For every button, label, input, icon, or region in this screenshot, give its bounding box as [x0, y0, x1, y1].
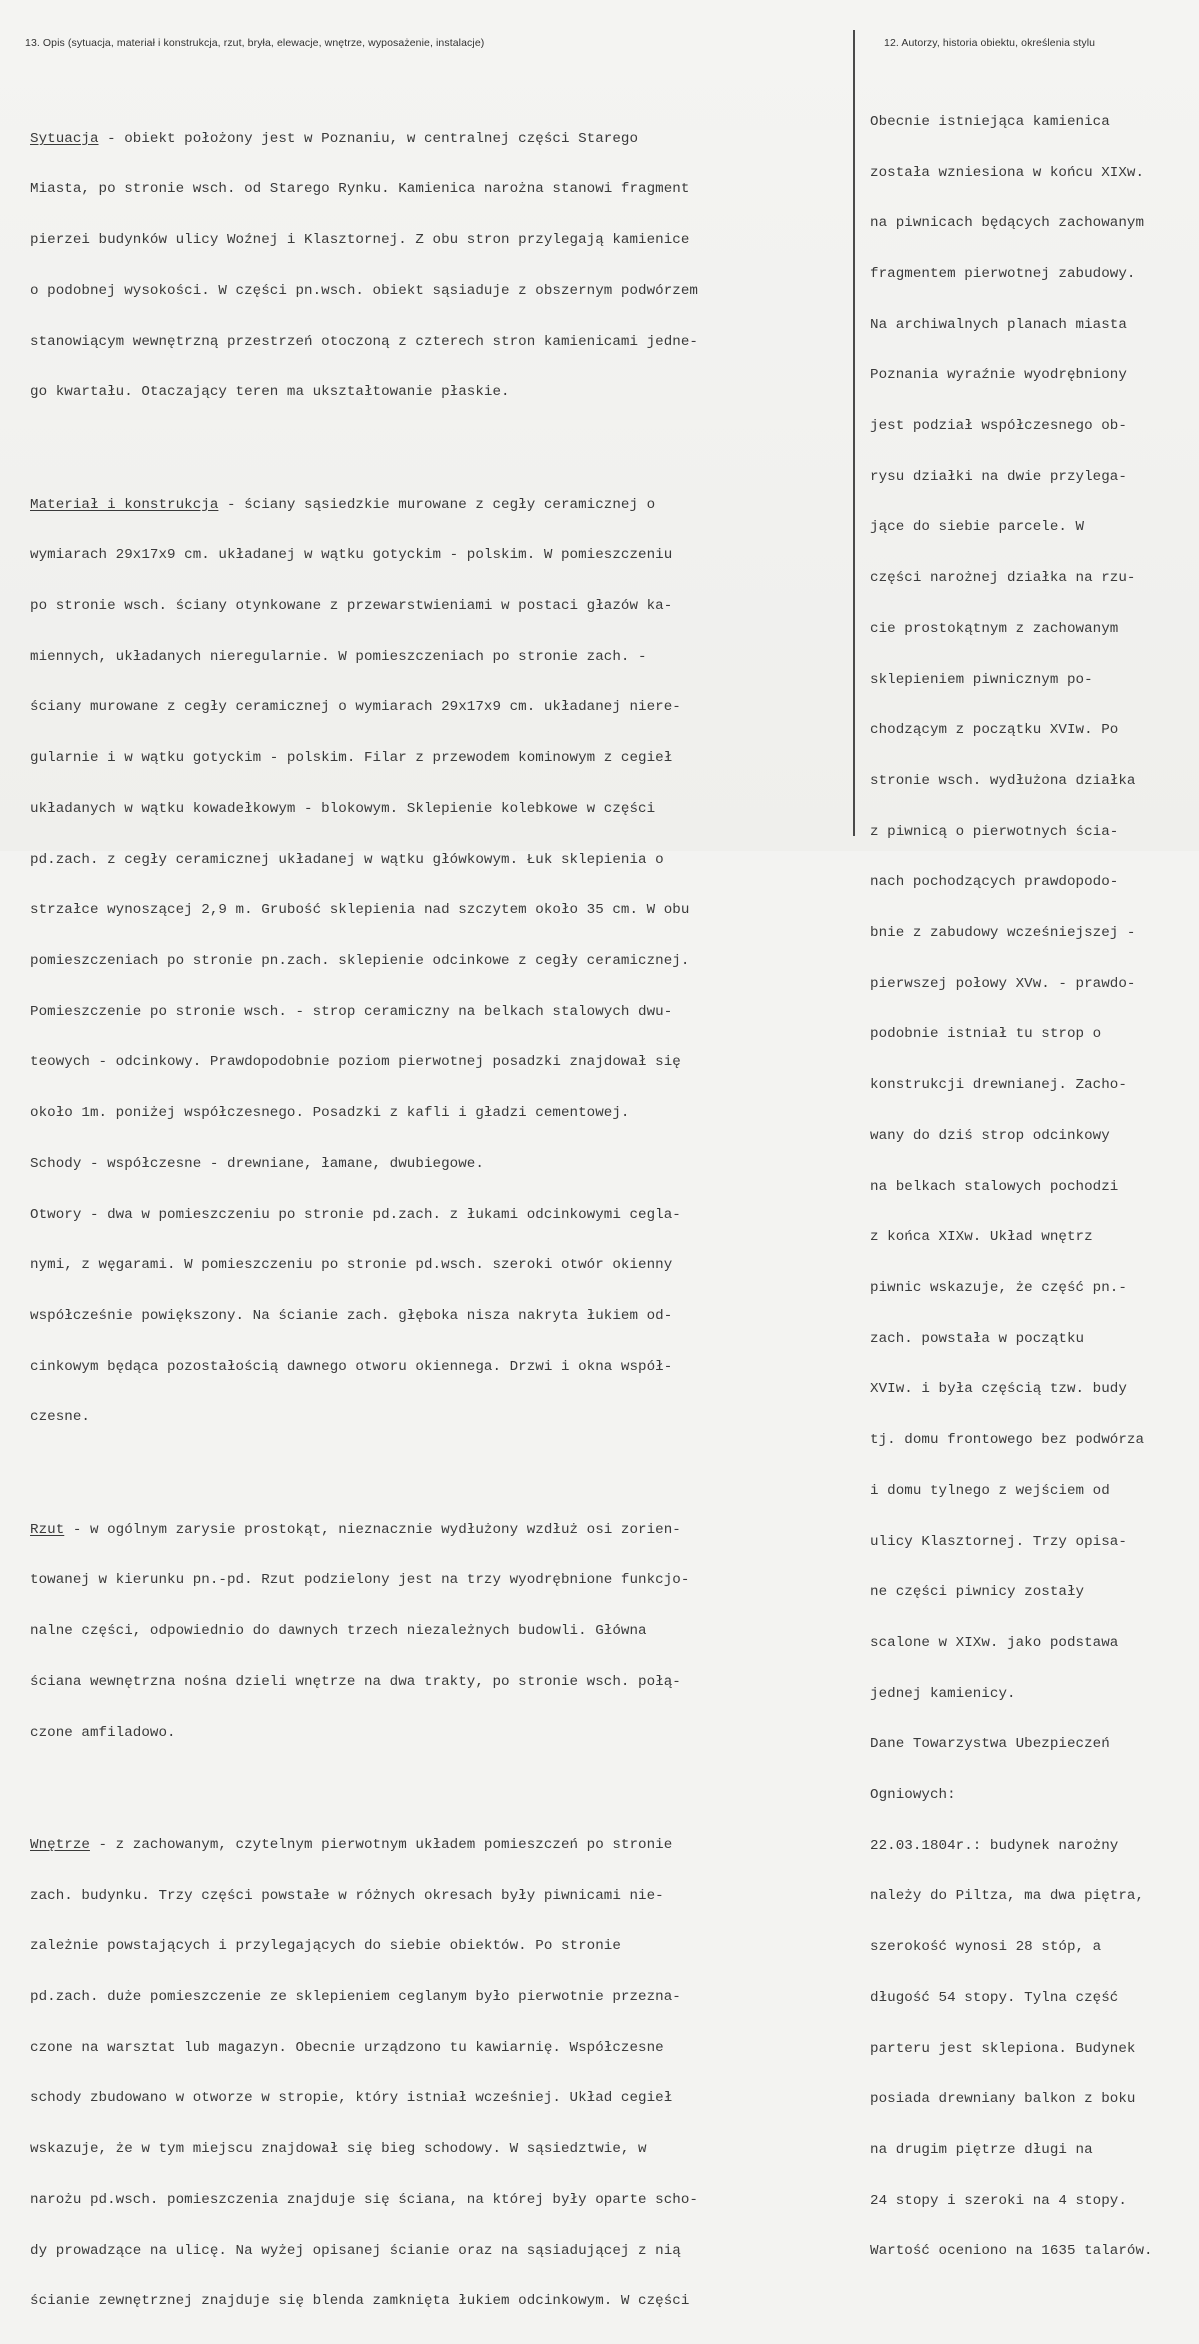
paragraph-line: pd.zach. duże pomieszczenie ze sklepieniem ceglanym było pierwotnie przezna-	[30, 1989, 681, 2006]
history-line: Obecnie istniejąca kamienica	[870, 113, 1110, 130]
paragraph-line: gularnie i w wątku gotyckim - polskim. Filar z przewodem kominowym z cegieł	[30, 750, 673, 767]
history-line: chodzącym z początku XVIw. Po	[870, 722, 1119, 739]
history-line: piwnic wskazuje, że część pn.-	[870, 1279, 1127, 1296]
paragraph-heading-rzut: Rzut	[30, 1521, 65, 1538]
paragraph-line: Otwory - dwa w pomieszczeniu po stronie pd.zach. z łukami odcinkowymi cegla-	[30, 1206, 681, 1223]
paragraph-line: miennych, układanych nieregularnie. W pomieszczeniach po stronie zach. -	[30, 648, 647, 665]
paragraph-line: Rzut - w ogólnym zarysie prostokąt, nieznacznie wydłużony wzdłuż osi zorien-	[30, 1521, 681, 1538]
paragraph-line: stanowiącym wewnętrzną przestrzeń otoczoną z czterech stron kamienicami jedne-	[30, 333, 698, 350]
paragraph-line: teowych - odcinkowy. Prawdopodobnie poziom pierwotnej posadzki znajdował się	[30, 1054, 681, 1071]
history-line: nach pochodzących prawdopodo-	[870, 874, 1119, 891]
paragraph-line: pierzei budynków ulicy Woźnej i Klasztornej. Z obu stron przylegają kamienice	[30, 232, 690, 249]
paragraph-line: współcześnie powiększony. Na ścianie zach. głęboka nisza nakryta łukiem od-	[30, 1307, 673, 1324]
history-line: na belkach stalowych pochodzi	[870, 1178, 1119, 1195]
paragraph-line: nymi, z węgarami. W pomieszczeniu po stronie pd.wsch. szeroki otwór okienny	[30, 1257, 673, 1274]
paragraph-line: Schody - współczesne - drewniane, łamane, dwubiegowe.	[30, 1155, 484, 1172]
history-line: bnie z zabudowy wcześniejszej -	[870, 925, 1136, 942]
history-line: z piwnicą o pierwotnych ścia-	[870, 823, 1119, 840]
paragraph-line: pomieszczeniach po stronie pn.zach. sklepienie odcinkowe z cegły ceramicznej.	[30, 952, 690, 969]
history-line: i domu tylnego z wejściem od	[870, 1482, 1110, 1499]
history-line: ulicy Klasztornej. Trzy opisa-	[870, 1533, 1127, 1550]
history-line: pierwszej połowy XVw. - prawdo-	[870, 975, 1136, 992]
history-line: została wzniesiona w końcu XIXw.	[870, 164, 1145, 181]
history-line: 24 stopy i szeroki na 4 stopy.	[870, 2192, 1127, 2209]
paragraph-line: Materiał i konstrukcja - ściany sąsiedzkie murowane z cegły ceramicznej o	[30, 496, 656, 513]
paragraph-line: układanych w wątku kowadełkowym - blokowym. Sklepienie kolebkowe w części	[30, 800, 656, 817]
section-13-header: 13. Opis (sytuacja, materiał i konstrukcja, rzut, bryła, elewacje, wnętrze, wyposażenie, instalacje)	[25, 37, 485, 49]
paragraph-line: czesne.	[30, 1409, 90, 1426]
history-line: Dane Towarzystwa Ubezpieczeń	[870, 1736, 1110, 1753]
paragraph-line: dy prowadzące na ulicę. Na wyżej opisanej ścianie oraz na sąsiadującej z nią	[30, 2242, 681, 2259]
history-line: jednej kamienicy.	[870, 1685, 1016, 1702]
paragraph-line: Wnętrze - z zachowanym, czytelnym pierwotnym układem pomieszczeń po stronie	[30, 1836, 673, 1853]
paragraph-line: zach. budynku. Trzy części powstałe w różnych okresach były piwnicami nie-	[30, 1887, 664, 1904]
history-line: na drugim piętrze długi na	[870, 2141, 1093, 2158]
paragraph-line: go kwartału. Otaczający teren ma ukształtowanie płaskie.	[30, 384, 510, 401]
history-line: 22.03.1804r.: budynek narożny	[870, 1837, 1119, 1854]
history-line: cie prostokątnym z zachowanym	[870, 620, 1119, 637]
paragraph-heading-material: Materiał i konstrukcja	[30, 496, 219, 513]
paragraph-line: Miasta, po stronie wsch. od Starego Rynku. Kamienica narożna stanowi fragment	[30, 181, 690, 198]
paragraph-line: około 1m. poniżej współczesnego. Posadzki z kafli i gładzi cementowej.	[30, 1105, 630, 1122]
section-12-header: 12. Autorzy, historia obiektu, określenia stylu	[884, 37, 1096, 49]
paragraph-line: schody zbudowano w otworze w stropie, który istniał wcześniej. Układ cegieł	[30, 2090, 673, 2107]
history-line: długość 54 stopy. Tylna część	[870, 1989, 1119, 2006]
history-line: sklepieniem piwnicznym po-	[870, 671, 1093, 688]
paragraph-line: czone na warsztat lub magazyn. Obecnie urządzono tu kawiarnię. Współczesne	[30, 2039, 664, 2056]
paragraph-line: Pomieszczenie po stronie wsch. - strop ceramiczny na belkach stalowych dwu-	[30, 1003, 673, 1020]
history-line: fragmentem pierwotnej zabudowy.	[870, 265, 1136, 282]
history-line: na piwnicach będących zachowanym	[870, 215, 1145, 232]
history-line: scalone w XIXw. jako podstawa	[870, 1634, 1119, 1651]
paragraph-line: czone amfiladowo.	[30, 1724, 176, 1741]
paragraph-line: po stronie wsch. ściany otynkowane z przewarstwieniami w postaci głazów ka-	[30, 598, 673, 615]
paragraph-line: nalne części, odpowiednio do dawnych trzech niezależnych budowli. Główna	[30, 1623, 647, 1640]
history-line: tj. domu frontowego bez podwórza	[870, 1432, 1145, 1449]
history-line: części narożnej działka na rzu-	[870, 570, 1136, 587]
history-line: konstrukcji drewnianej. Zacho-	[870, 1077, 1127, 1094]
paragraph-heading-wnetrze: Wnętrze	[30, 1836, 90, 1853]
history-line: szerokość wynosi 28 stóp, a	[870, 1939, 1102, 1956]
history-line: jest podział współczesnego ob-	[870, 418, 1127, 435]
history-line: należy do Piltza, ma dwa piętra,	[870, 1888, 1145, 1905]
history-line: Poznania wyraźnie wyodrębniony	[870, 367, 1127, 384]
description-column	[30, 80, 698, 2344]
history-line: jące do siebie parcele. W	[870, 519, 1085, 536]
paragraph-line: zależnie powstających i przylegających do siebie obiektów. Po stronie	[30, 1938, 621, 1955]
history-column	[870, 80, 1153, 2294]
column-divider	[853, 30, 855, 836]
paragraph-line: strzałce wynoszącej 2,9 m. Grubość sklepienia nad szczytem około 35 cm. W obu	[30, 902, 690, 919]
history-line: wany do dziś strop odcinkowy	[870, 1127, 1110, 1144]
history-line: parteru jest sklepiona. Budynek	[870, 2040, 1136, 2057]
paragraph-line: Sytuacja - obiekt położony jest w Poznaniu, w centralnej części Starego	[30, 130, 639, 147]
paragraph-line: o podobnej wysokości. W części pn.wsch. obiekt sąsiaduje z obszernym podwórzem	[30, 282, 698, 299]
paragraph-line: pd.zach. z cegły ceramicznej układanej w wątku główkowym. Łuk sklepienia o	[30, 851, 664, 868]
paragraph-heading-sytuacja: Sytuacja	[30, 130, 99, 147]
history-line: podobnie istniał tu strop o	[870, 1026, 1102, 1043]
paragraph-line: narożu pd.wsch. pomieszczenia znajduje się ściana, na której były oparte scho-	[30, 2191, 698, 2208]
history-line: ne części piwnicy zostały	[870, 1584, 1085, 1601]
history-line: zach. powstała w początku	[870, 1330, 1085, 1347]
paragraph-line: wskazuje, że w tym miejscu znajdował się bieg schodowy. W sąsiedztwie, w	[30, 2141, 647, 2158]
history-line: Wartość oceniono na 1635 talarów.	[870, 2243, 1153, 2260]
history-line: z końca XIXw. Układ wnętrz	[870, 1229, 1093, 1246]
paragraph-line: wymiarach 29x17x9 cm. układanej w wątku gotyckim - polskim. W pomieszczeniu	[30, 547, 673, 564]
history-line: Ogniowych:	[870, 1787, 956, 1804]
paragraph-line: ściany murowane z cegły ceramicznej o wymiarach 29x17x9 cm. układanej niere-	[30, 699, 681, 716]
history-line: Na archiwalnych planach miasta	[870, 316, 1127, 333]
history-line: rysu działki na dwie przylega-	[870, 468, 1127, 485]
paragraph-line: ścianie zewnętrznej znajduje się blenda zamknięta łukiem odcinkowym. W części	[30, 2293, 690, 2310]
paragraph-line: cinkowym będąca pozostałością dawnego otworu okiennega. Drzwi i okna współ-	[30, 1358, 673, 1375]
paragraph-line: towanej w kierunku pn.-pd. Rzut podzielony jest na trzy wyodrębnione funkcjo-	[30, 1572, 690, 1589]
history-line: stronie wsch. wydłużona działka	[870, 772, 1136, 789]
paragraph-line: ściana wewnętrzna nośna dzieli wnętrze na dwa trakty, po stronie wsch. połą-	[30, 1673, 681, 1690]
history-line: posiada drewniany balkon z boku	[870, 2091, 1136, 2108]
history-line: XVIw. i była częścią tzw. budy	[870, 1381, 1127, 1398]
